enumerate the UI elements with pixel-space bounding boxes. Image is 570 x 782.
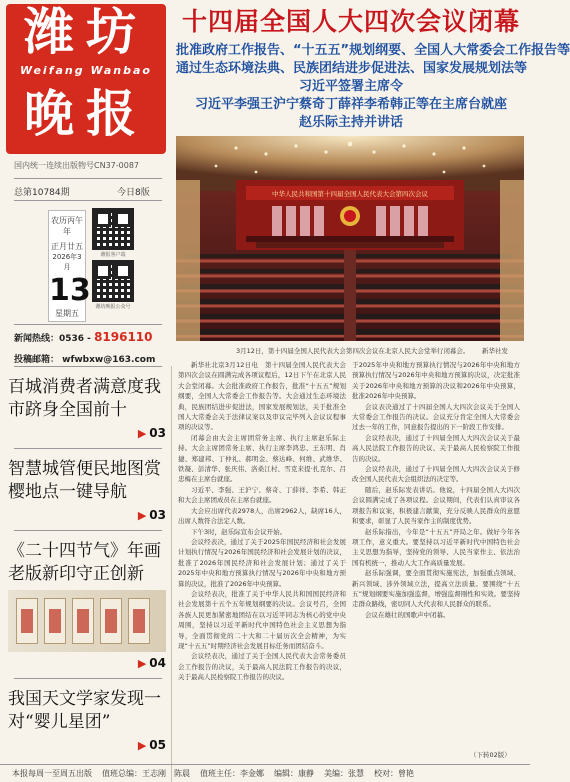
lunar-year: 农历丙午年 [51,216,83,236]
day-number: 13 [49,273,91,308]
duty-director: 值班主任：李金娜 [200,769,264,778]
issn-number: 国内统一连续出版物号CN37-0087 [14,161,139,170]
teaser-page-ref: ▶ 04 [137,656,166,670]
divider [14,678,162,679]
teaser-page-ref: ▶ 03 [137,508,166,522]
submission-email[interactable]: 投稿邮箱： wfwbxw@163.com [14,355,156,365]
hotline-label: 新闻热线：0536 - [14,334,91,344]
paragraph: 新华社北京3月12日电 第十四届全国人民代表大会第四次会议在圆满完成各项议程后，12日下午在北京人民大会堂闭幕。大会批准政府工作报告，批准“十五五”规划纲要，全国人大常委会工作报告等。大会通过生态环境法典，民族团结进步促进法，国家发展规划法，关于批准全国人大常委会关于法律议案以及审议完毕列入会议议程事项的决议等。 [178,361,346,432]
paragraph: 随后，赵乐际发表讲话。他说，十四届全国人大四次会议圆满完成了各项议程。会议期间，代表们认真审议各项报告和议案，积极建言献策，充分反映人民群众的意愿和要求，彰显了人民当家作主的制度优势。 [352,485,520,526]
paragraph: 闭幕会由大会主席团常务主席、执行主席赵乐际主持。大会主席团常务主席、执行主席李鸿忠、王东明、肖捷、郑建邦、丁仲礼、郝明金、蔡达峰、何维、武维华、铁凝、彭清华、张庆伟、洛桑江村、雪克来提·扎克尔、吕忠梅在主席台就座。 [178,433,346,484]
congress-hall-photo[interactable] [176,136,524,341]
weekday: 星期五 [55,309,79,318]
teaser-page-ref: ▶ 05 [137,738,166,752]
subheadline: 习近平签署主席令 [298,79,403,94]
column-divider [171,366,172,782]
editor: 编辑：康静 [274,769,314,778]
paragraph: 于2025年中央和地方预算执行情况与2026年中央和地方预算执行情况与2026年中央和地方预算的决议，决定批准关于2026年中央和地方预算的决议和2026年中央预算，批准2026年中央预算。 [352,361,520,401]
paragraph: 会议在雄壮的国歌声中闭幕。 [365,610,450,619]
teaser-title: 我国天文学家发现一对“婴儿星团” [8,689,161,732]
gregorian-year-month: 2026年3月 [52,253,82,271]
page-footer [0,764,530,782]
teaser-page-ref: ▶ 03 [137,426,166,440]
qr-caption-wechat: 潍坊晚报公众号 [95,304,131,310]
chief-editor: 值班总编：王志刚 陈晨 [102,769,190,778]
page-count: 今日8版 [117,188,150,198]
stage-banner: 中华人民共和国第十四届全国人民代表大会第四次会议 [272,190,428,198]
art-editor: 美编：张慧 [324,769,364,778]
teaser-solar-terms-prints[interactable] [8,540,166,670]
teaser-title: 智慧城管便民地图赏樱地点一键导航 [8,459,161,502]
paragraph: 会议表决通过了十四届全国人大四次会议关于全国人大常委会工作报告的决议。会议充分肯定全国人大常委会过去一年的工作，同意报告提出的下一阶段工作安排。 [352,402,520,432]
arrow-right-icon: ▶ [137,739,147,752]
divider [14,178,162,179]
paragraph: 会议经表决，批准了关于中华人民共和国国民经济和社会发展第十五个五年规划纲要的决议。会议号召，全国各族人民更加紧密地团结在以习近平同志为核心的党中央周围，坚持以习近平新时代中国特色社会主义思想为指导，全面贯彻党的二十大和二十届历次全会精神，为实现“十五五”时期经济社会发展目标任务而团结奋斗。 [178,589,346,650]
paragraph: 下午3时，赵乐际宣布会议开始。 [191,527,287,536]
date-box [48,210,91,322]
article-column-right [352,360,520,748]
arrow-right-icon: ▶ [137,657,147,670]
paragraph: 赵乐际指出，今年是“十五五”开局之年。做好今年各项工作，意义重大。要坚持以习近平新时代中国特色社会主义思想为指导，坚持党的领导、人民当家作主、依法治国有机统一，推动人大工作高质量发展。 [352,527,520,567]
qr-caption-app: 潍报客户端 [100,252,126,258]
qr-code-app[interactable] [92,208,134,250]
hotline-number[interactable]: 8196110 [94,330,153,344]
main-headline[interactable]: 十四届全国人大四次会议闭幕 [181,7,520,36]
teaser-image-prints [8,590,166,652]
divider [14,448,162,449]
masthead-name-top: 潍坊 [24,2,148,61]
issue-number: 总第10784期 [14,188,70,198]
arrow-right-icon: ▶ [137,509,147,522]
arrow-right-icon: ▶ [137,427,147,440]
photo-credit: 新华社发 [482,347,508,355]
subheadline: 通过生态环境法典、民族团结进步促进法、国家发展规划法等 [176,61,528,76]
paragraph: 习近平、李强、王沪宁、蔡奇、丁薛祥、李希、韩正和大会主席团成员在主席台就座。 [178,485,346,505]
teaser-title: 百城消费者满意度我市跻身全国前十 [8,377,161,420]
subheadline: 赵乐际主持并讲话 [298,115,403,130]
paragraph: 会议经表决，通过了十四届全国人大四次会议关于修改全国人民代表大会组织法的决定等。 [352,465,520,484]
teaser-title: 《二十四节气》年画老版新印守正创新 [8,541,161,584]
news-hotline [14,330,153,344]
masthead-name-bottom: 晚报 [24,84,148,143]
congress-hall-illustration [176,136,524,341]
article-column-left [178,360,346,748]
teaser-baby-star-clusters[interactable] [8,688,166,752]
paragraph: 赵乐际强调，要全面贯彻实施宪法，加强重点领域、新兴领域、涉外领域立法，提高立法质量。要围绕“十五五”规划纲要实施加强监督，增强监督刚性和实效。要坚持走群众路线，密切同人大代表和人民群众的联系。 [352,569,520,609]
proofreader: 校对：曾艳 [374,769,414,778]
divider [14,530,162,531]
paragraph: 会议经表决，通过了关于2025年国民经济和社会发展计划执行情况与2026年国民经济和社会发展计划的决议，批准了2026年国民经济和社会发展计划；通过了关于2025年中央和地方预算执行情况与2026年中央和地方预算的决议，批准了2026年中央预算。 [178,537,346,588]
divider [14,200,162,201]
teaser-smart-city-map[interactable] [8,458,166,522]
divider [14,324,162,325]
continued-on-page[interactable]: （下转02版） [470,751,511,759]
photo-caption: 3月12日，第十四届全国人民代表大会第四次会议在北京人民大会堂举行闭幕会。 [236,347,470,355]
masthead [6,4,166,154]
paragraph: 会议经表决，通过了关于全国人民代表大会常务委员会工作报告的决议，关于最高人民法院工作报告的决议，关于最高人民检察院工作报告的决议。 [178,652,346,682]
masthead-pinyin: Weifang Wanbao [20,64,152,77]
qr-code-wechat[interactable] [92,260,134,302]
paragraph: 会议经表决，通过了十四届全国人大四次会议关于最高人民法院工作报告的决议、关于最高人民检察院工作报告的决议。 [352,433,520,463]
publish-schedule: 本报每周一至周五出版 [12,769,92,778]
divider [14,366,162,367]
subheadline: 批准政府工作报告、“十五五”规划纲要、全国人大常委会工作报告等 [176,43,570,58]
lunar-day: 正月廿五 [51,242,83,251]
teaser-consumer-satisfaction[interactable] [8,376,166,440]
paragraph: 大会应出席代表2978人，出席2962人，缺席16人，出席人数符合法定人数。 [178,506,346,526]
subheadline: 习近平李强王沪宁蔡奇丁薛祥李希韩正等在主席台就座 [194,97,507,112]
